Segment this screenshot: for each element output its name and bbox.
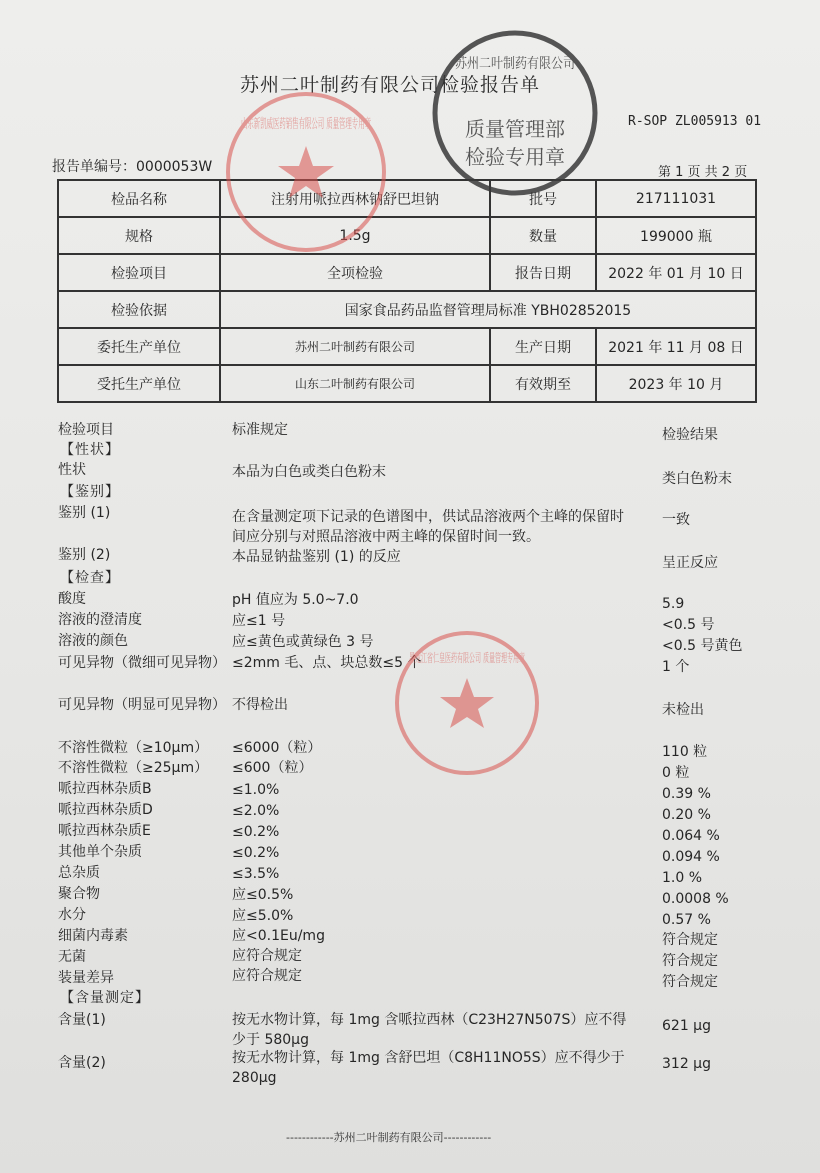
item-value: 全项检验 bbox=[220, 254, 490, 291]
row-item: 可见异物（明显可见异物） bbox=[58, 697, 226, 713]
star-icon bbox=[278, 146, 334, 198]
stamp-text: 检验专用章 bbox=[465, 145, 565, 169]
row-result: <0.5 号 bbox=[662, 617, 715, 633]
row-result: 110 粒 bbox=[662, 744, 708, 760]
basis-label: 检验依据 bbox=[58, 291, 220, 328]
contractor-label: 受托生产单位 bbox=[58, 365, 220, 402]
row-standard: 不得检出 bbox=[232, 697, 288, 713]
page-number: 第 1 页 共 2 页 bbox=[658, 165, 748, 180]
row-result: <0.5 号黄色 bbox=[662, 638, 743, 654]
row-standard: 按无水物计算，每 1mg 含哌拉西林（C23H27N507S）应不得少于 580μg bbox=[232, 1012, 627, 1048]
row-standard: 本品显钠盐鉴别 (1) 的反应 bbox=[232, 549, 401, 565]
col-item-header: 检验项目 bbox=[58, 422, 114, 438]
batch-value: 217111031 bbox=[596, 180, 756, 217]
stamp-seal-red-2 bbox=[392, 628, 641, 778]
contractor-value: 山东二叶制药有限公司 bbox=[220, 365, 490, 402]
row-standard: ≤600（粒） bbox=[232, 760, 313, 776]
row-standard: ≤0.2% bbox=[232, 845, 280, 861]
expiry-label: 有效期至 bbox=[490, 365, 596, 402]
row-standard: ≤2.0% bbox=[232, 803, 280, 819]
row-result: 符合规定 bbox=[662, 974, 718, 990]
report-number: 报告单编号：0000053W bbox=[52, 159, 213, 175]
row-item: 酸度 bbox=[58, 591, 86, 607]
item-label: 检验项目 bbox=[58, 254, 220, 291]
row-result: 符合规定 bbox=[662, 932, 718, 948]
report-date-label: 报告日期 bbox=[490, 254, 596, 291]
star-icon bbox=[440, 678, 494, 728]
row-standard: 应<0.1Eu/mg bbox=[232, 928, 325, 944]
prod-date-label: 生产日期 bbox=[490, 328, 596, 365]
row-item: 其他单个杂质 bbox=[58, 844, 142, 860]
row-item: 鉴别 (1) bbox=[58, 505, 111, 521]
stamp-text: 苏州二叶制药有限公司 bbox=[455, 56, 595, 72]
spec-value: 1.5g bbox=[220, 217, 490, 254]
spec-label: 规格 bbox=[58, 217, 220, 254]
row-standard: 应≤黄色或黄绿色 3 号 bbox=[232, 634, 374, 650]
row-result: 一致 bbox=[662, 512, 690, 528]
client-label: 委托生产单位 bbox=[58, 328, 220, 365]
row-result: 5.9 bbox=[662, 596, 685, 612]
row-standard: 应符合规定 bbox=[232, 948, 302, 964]
stamp-seal-qa bbox=[430, 28, 600, 198]
row-result: 0.064 % bbox=[662, 828, 720, 844]
row-item: 总杂质 bbox=[58, 865, 100, 881]
header-row bbox=[58, 328, 756, 365]
row-standard: 本品为白色或类白色粉末 bbox=[232, 464, 386, 480]
header-table bbox=[57, 179, 757, 403]
row-item: 装量差异 bbox=[58, 970, 114, 986]
row-standard: 按无水物计算，每 1mg 含舒巴坦（C8H11NO5S）应不得少于 280μg bbox=[232, 1050, 625, 1086]
client-value: 苏州二叶制药有限公司 bbox=[220, 328, 490, 365]
row-item: 不溶性微粒（≥25μm） bbox=[58, 760, 209, 776]
stamp-text: 山东新凯威医药销售有限公司 质量管理专用章 bbox=[241, 117, 506, 132]
row-item: 哌拉西林杂质E bbox=[58, 823, 151, 839]
row-result: 1.0 % bbox=[662, 870, 703, 886]
row-item: 聚合物 bbox=[58, 886, 100, 902]
header-row bbox=[58, 217, 756, 254]
expiry-value: 2023 年 10 月 bbox=[596, 365, 756, 402]
row-result: 符合规定 bbox=[662, 953, 718, 969]
section-inspection: 【检查】 bbox=[60, 570, 120, 586]
row-item: 哌拉西林杂质B bbox=[58, 781, 152, 797]
row-standard: ≤2mm 毛、点、块总数≤5 个 bbox=[232, 655, 422, 671]
row-standard: pH 值应为 5.0~7.0 bbox=[232, 592, 359, 608]
row-item: 含量(2) bbox=[58, 1055, 106, 1071]
header-row bbox=[58, 291, 756, 328]
batch-label: 批号 bbox=[490, 180, 596, 217]
header-row bbox=[58, 254, 756, 291]
row-result: 0.0008 % bbox=[662, 891, 729, 907]
row-standard: 应≤5.0% bbox=[232, 908, 294, 924]
row-result: 621 μg bbox=[662, 1018, 711, 1034]
row-item: 性状 bbox=[58, 462, 86, 478]
row-standard: ≤3.5% bbox=[232, 866, 280, 882]
basis-value: 国家食品药品监督管理局标准 YBH02852015 bbox=[220, 291, 756, 328]
col-result-header: 检验结果 bbox=[662, 427, 718, 443]
qty-value: 199000 瓶 bbox=[596, 217, 756, 254]
section-properties: 【性状】 bbox=[60, 442, 120, 458]
row-standard: 应≤1 号 bbox=[232, 613, 286, 629]
row-item: 不溶性微粒（≥10μm） bbox=[58, 740, 209, 756]
section-identification: 【鉴别】 bbox=[60, 484, 120, 500]
row-item: 溶液的澄清度 bbox=[58, 612, 142, 628]
row-result: 0 粒 bbox=[662, 765, 690, 781]
section-assay: 【含量测定】 bbox=[60, 990, 150, 1006]
row-result: 1 个 bbox=[662, 659, 690, 675]
row-result: 312 μg bbox=[662, 1056, 711, 1072]
row-item: 无菌 bbox=[58, 949, 86, 965]
prod-date-value: 2021 年 11 月 08 日 bbox=[596, 328, 756, 365]
row-result: 呈正反应 bbox=[662, 555, 718, 571]
row-result: 0.094 % bbox=[662, 849, 720, 865]
row-standard: 应符合规定 bbox=[232, 968, 302, 984]
row-item: 含量(1) bbox=[58, 1012, 106, 1028]
row-result: 0.20 % bbox=[662, 807, 711, 823]
row-result: 未检出 bbox=[662, 702, 704, 718]
row-item: 哌拉西林杂质D bbox=[58, 802, 153, 818]
row-standard: 在含量测定项下记录的色谱图中，供试品溶液两个主峰的保留时间应分别与对照品溶液中两主峰的保留时间一致。 bbox=[232, 509, 624, 545]
row-standard: ≤0.2% bbox=[232, 824, 280, 840]
report-date-value: 2022 年 01 月 10 日 bbox=[596, 254, 756, 291]
report-title: 苏州二叶制药有限公司检验报告单 bbox=[240, 74, 541, 96]
row-result: 类白色粉末 bbox=[662, 471, 732, 487]
sop-code: R-SOP ZL005913 01 bbox=[628, 114, 762, 129]
stamp-seal-red-1 bbox=[222, 88, 506, 256]
row-result: 0.39 % bbox=[662, 786, 711, 802]
qty-label: 数量 bbox=[490, 217, 596, 254]
header-row bbox=[58, 365, 756, 402]
stamp-text: 质量管理部 bbox=[465, 117, 565, 141]
stamp-text: 黑龙江省仁皇医药有限公司 质量管理专用章 bbox=[409, 651, 641, 665]
row-item: 细菌内毒素 bbox=[58, 928, 128, 944]
row-standard: ≤1.0% bbox=[232, 782, 280, 798]
col-standard-header: 标准规定 bbox=[232, 422, 288, 438]
row-item: 溶液的颜色 bbox=[58, 633, 128, 649]
product-label: 检品名称 bbox=[58, 180, 220, 217]
row-standard: ≤6000（粒） bbox=[232, 740, 322, 756]
row-standard: 应≤0.5% bbox=[232, 887, 294, 903]
row-item: 水分 bbox=[58, 907, 86, 923]
product-value: 注射用哌拉西林钠舒巴坦钠 bbox=[220, 180, 490, 217]
row-item: 鉴别 (2) bbox=[58, 547, 111, 563]
row-result: 0.57 % bbox=[662, 912, 711, 928]
header-row bbox=[58, 180, 756, 217]
footer-company: ------------苏州二叶制药有限公司------------ bbox=[286, 1131, 492, 1144]
row-item: 可见异物（微细可见异物） bbox=[58, 655, 226, 671]
